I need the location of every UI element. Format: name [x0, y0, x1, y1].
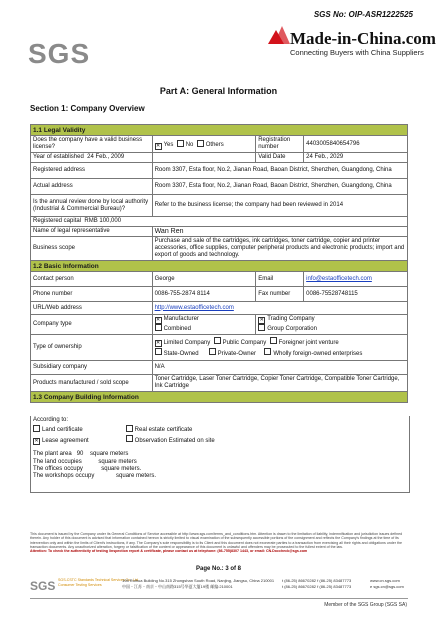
- building-info-body: [30, 416, 410, 493]
- contact-value: George: [152, 272, 256, 287]
- section-title: Section 1: Company Overview: [30, 104, 145, 113]
- ownership-label: Type of ownership: [31, 335, 153, 361]
- checkbox-icon[interactable]: [258, 324, 265, 331]
- disclaimer-text: This document is issued by the Company under its General Conditions of Service accessible at http://www.sgs.com/terms_and_conditions.htm. Attention is drawn to the limitation of liability, indemnification and jurisdiction issues defined therein. Any holder of this document is advised that information contained hereon is strictly limited to visual examination of the subsequently accessible portions of the consignment and reflects the Company's findings at the time of its intervention only and within the limits of Client's instructions, if any. The Company's sole responsibility is to its Client and this document does not exonerate parties to a transaction from exercising all their rights and obligations under the transaction documents. Any unauthorized alteration, forgery or falsification of the content or appearance of this document is unlawful and offenders may be prosecuted to the fullest extent of the law.: [30, 532, 403, 549]
- page-number: Page No.: 3 of 8: [195, 566, 241, 572]
- checkbox-icon[interactable]: [126, 425, 133, 432]
- fax-value: 0086-75528748115: [304, 287, 408, 302]
- company-type-col1: [152, 315, 256, 335]
- member-note: Member of the SGS Group (SGS SA): [324, 602, 407, 608]
- others-label: Others: [205, 142, 224, 148]
- valid-date-value: 24 Feb., 2029: [304, 153, 408, 163]
- building-info-header: 1.3 Company Building Information: [31, 392, 408, 403]
- footer-website[interactable]: www.cn.sgs.com: [370, 578, 400, 583]
- ctype-group: Group Corporation: [267, 326, 317, 332]
- footer-email[interactable]: e sgs.cn@sgs.com: [370, 583, 404, 589]
- phone-label: Phone number: [31, 287, 153, 302]
- basic-info-header: 1.2 Basic Information: [31, 261, 408, 272]
- footer-address: [122, 578, 274, 589]
- legal-validity-header: 1.1 Legal Validity: [31, 125, 408, 136]
- footer-divider: [30, 598, 408, 599]
- checkbox-icon[interactable]: [177, 140, 184, 147]
- own-private: Private-Owner: [217, 350, 256, 357]
- email-label: Email: [256, 272, 304, 287]
- url-link[interactable]: http://www.estaofficetech.com: [152, 302, 407, 315]
- products-value: Toner Cartridge, Laser Toner Cartridge, Copier Toner Cartridge, Compatible Toner Cartridge, Ink Cartridge: [152, 375, 407, 392]
- own-joint-venture: Foreigner joint venture: [278, 339, 339, 346]
- registered-capital-cell: [31, 217, 408, 227]
- checkbox-icon[interactable]: [264, 348, 271, 355]
- license-options: [152, 136, 256, 153]
- own-limited: Limited Company: [163, 339, 211, 346]
- own-state: State-Owned: [163, 350, 199, 357]
- company-division: Consumer Testing Services: [58, 583, 102, 587]
- registered-address-value: Room 3307, Esta floor, No.2, Jianan Road, Baoan District, Shenzhen, Guangdong, China: [152, 163, 407, 179]
- subsidiary-value: N/A: [152, 361, 407, 375]
- annual-review-question: Is the annual review done by local authority (Industrial & Commercial Bureau)?: [31, 195, 153, 217]
- phone-value: 0086-755-2874 8114: [152, 287, 256, 302]
- according-label: According to:: [33, 417, 69, 423]
- sgs-logo-text: SGS: [28, 38, 91, 69]
- capital-label: Registered capital: [33, 218, 82, 224]
- own-wfoe: Wholly foreign-owned enterprises: [273, 350, 363, 357]
- opt-observation: Observation Estimated on site: [134, 437, 215, 444]
- address-en: 198 Ruihua Building No.315 Zhongshan South Road, Nanjing, Jiangsu, China 210001: [122, 578, 275, 583]
- reg-number-label: Registration number: [256, 136, 304, 153]
- checked-checkbox-icon[interactable]: ✕: [259, 316, 264, 323]
- opt-lease-agreement: Lease agreement: [42, 437, 89, 444]
- yes-label: Yes: [163, 142, 174, 148]
- ownership-options: [152, 335, 407, 361]
- footer-web: [370, 578, 404, 589]
- actual-address-label: Actual address: [31, 179, 153, 195]
- svg-text:SGS: SGS: [30, 579, 56, 593]
- business-scope-label: Business scope: [31, 237, 153, 261]
- checkbox-icon[interactable]: [209, 348, 216, 355]
- footer-tel: t (86-25) 86670282: [282, 578, 317, 583]
- land-occupies: The land occupies square meters: [33, 458, 137, 465]
- ctype-trading: Trading Company: [267, 316, 315, 322]
- registered-address-label: Registered address: [31, 163, 153, 179]
- mic-logo-text: Made-in-China.com: [290, 29, 436, 48]
- postcode-cn: 邮编:210001: [210, 583, 233, 589]
- company-type-col2: [256, 315, 408, 335]
- ctype-combined: Combined: [163, 326, 191, 332]
- established-label: Year of established: [33, 154, 84, 160]
- checked-checkbox-icon[interactable]: ✕: [155, 142, 161, 149]
- checkbox-icon[interactable]: [155, 324, 162, 331]
- offices-occupy: The offices occupy square meters.: [33, 466, 142, 473]
- capital-value: RMB 100,000: [84, 218, 122, 224]
- actual-address-value: Room 3307, Esta floor, No.2, Jianan Road, Baoan District, Shenzhen, Guangdong, China: [152, 179, 407, 195]
- company-overview-table: [30, 124, 408, 403]
- building-options-row2: [33, 435, 407, 445]
- business-scope-value: Purchase and sale of the cartridges, ink cartridges, toner cartridge, copier and printer accessories, office supplies, computer peripheral products and electronic products; import and export of goods and technology.: [152, 237, 407, 261]
- page-title: Part A: General Information: [159, 86, 278, 96]
- checkbox-icon[interactable]: [155, 348, 162, 355]
- company-name: SGS-CSTC Standards Technical Services Co., Ltd: [58, 578, 139, 582]
- sgs-logo: [24, 36, 91, 70]
- sgs-footer-logo: [30, 578, 54, 592]
- footer-fax: f (86-25) 83487773: [317, 578, 352, 583]
- footer-tel-2: t (86-25) 86670282: [282, 583, 317, 589]
- checked-checkbox-icon[interactable]: ✕: [155, 316, 161, 323]
- address-cn: 中国・江苏・南京・中山南路315号华夏大厦19楼: [122, 583, 210, 589]
- contact-label: Contact person: [31, 272, 153, 287]
- sgs-number: SGS No: OIP-ASR1222525: [313, 10, 413, 19]
- disclaimer-block: [30, 532, 408, 553]
- checked-checkbox-icon[interactable]: ✕: [34, 438, 39, 445]
- established-value: 24 Feb., 2009: [87, 154, 125, 160]
- footer-fax-2: f (86-25) 83487773: [317, 583, 352, 589]
- fax-label: Fax number: [256, 287, 304, 302]
- plant-area: The plant area 90 square meters: [33, 451, 129, 458]
- company-type-label: Company type: [31, 315, 153, 335]
- no-label: No: [185, 142, 194, 148]
- url-label: URL/Web address: [31, 302, 153, 315]
- checkbox-icon[interactable]: [270, 337, 277, 344]
- ctype-manufacturer: Manufacturer: [163, 316, 199, 322]
- own-public: Public Company: [222, 339, 267, 346]
- annual-review-answer: Refer to the business license; the company had been reviewed in 2014: [152, 195, 407, 217]
- legal-rep-label: Name of legal representative: [31, 227, 153, 237]
- reg-number-value: 4403005840654796: [304, 136, 408, 153]
- workshops-occupy: The workshops occupy square meters.: [33, 473, 157, 480]
- legal-rep-value: Wan Ren: [152, 227, 407, 237]
- building-options-row1: [33, 424, 407, 434]
- opt-land-certificate: Land certificate: [42, 427, 83, 434]
- established-cell: [31, 153, 153, 163]
- checkbox-icon[interactable]: [214, 337, 221, 344]
- mic-tagline: Connecting Buyers with China Suppliers: [290, 48, 424, 57]
- checkbox-icon[interactable]: [197, 140, 204, 147]
- checkbox-icon[interactable]: [126, 435, 133, 442]
- footer-contacts: [282, 578, 351, 589]
- made-in-china-logo: [266, 22, 436, 70]
- email-link[interactable]: info@estaofficetech.com: [304, 272, 408, 287]
- subsidiary-label: Subsidiary company: [31, 361, 153, 375]
- opt-real-estate: Real estate certificate: [134, 427, 193, 434]
- checked-checkbox-icon[interactable]: ✕: [155, 340, 161, 346]
- checkbox-icon[interactable]: [33, 425, 40, 432]
- valid-date-label: Valid Date: [256, 153, 304, 163]
- products-label: Products manufactured / sold scope: [31, 375, 153, 392]
- license-question: Does the company have a valid business license?: [31, 136, 153, 153]
- verify-text: Attention: To check the authenticity of testing /inspection report & certificate, please contact us at telephone: (86-755)8307 1443, or email: CN.Doccheck@sgs.com: [30, 549, 308, 554]
